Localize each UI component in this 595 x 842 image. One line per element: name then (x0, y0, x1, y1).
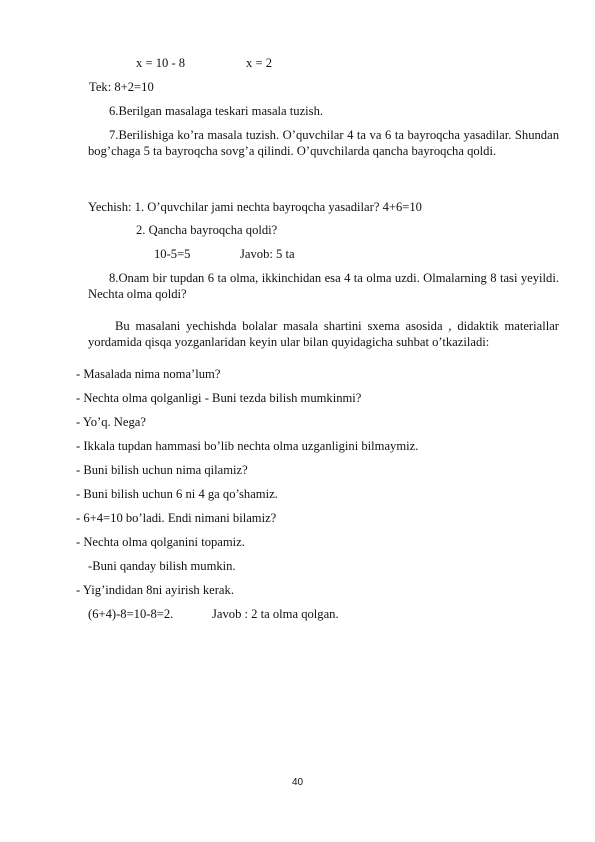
dialogue-line: - Buni bilish uchun 6 ni 4 ga qo’shamiz. (76, 487, 278, 501)
dialogue-line: - Masalada nima noma’lum? (76, 367, 221, 381)
item-6: 6.Berilgan masalaga teskari masala tuzish. (109, 104, 324, 118)
dialogue-line: - Yo’q. Nega? (76, 415, 146, 429)
dialogue-line: - Buni bilish uchun nima qilamiz? (76, 463, 248, 477)
final-answer: Javob : 2 ta olma qolgan. (212, 607, 339, 621)
dialogue-line: - Ikkala tupdan hammasi bo’lib nechta olma uzganligini bilmaymiz. (76, 439, 419, 453)
intro-paragraph: Bu masalani yechishda bolalar masala shartini sxema asosida , didaktik materiallar yordamida qisqa yozganlaridan keyin ular bilan quyidagicha suhbat o’tkaziladi: (88, 319, 559, 349)
equation-line-1: x = 10 - 8 (136, 56, 186, 70)
item-7-paragraph: 7.Berilishiga ko’ra masala tuzish. O’quvchilar 4 ta va 6 ta bayroqcha yasadilar. Shundan bog’chaga 5 ta bayroqcha sovg’a qilindi. O’quvchilarda qancha bayroqcha qoldi. (88, 128, 559, 158)
dialogue-line: - Nechta olma qolganligi - Buni tezda bilish mumkinmi? (76, 391, 362, 405)
item-8-paragraph: 8.Onam bir tupdan 6 ta olma, ikkinchidan esa 4 ta olma uzdi. Olmalarning 8 tasi yeyildi. Nechta olma qoldi? (88, 271, 559, 301)
solution-answer: Javob: 5 ta (240, 247, 295, 261)
solution-question-1: Yechish: 1. O’quvchilar jami nechta bayroqcha yasadilar? 4+6=10 (88, 200, 422, 214)
equation-result: x = 2 (246, 56, 272, 70)
final-calculation: (6+4)-8=10-8=2. (88, 607, 174, 621)
dialogue-line: - 6+4=10 bo’ladi. Endi nimani bilamiz? (76, 511, 277, 525)
solution-question-2: 2. Qancha bayroqcha qoldi? (136, 223, 278, 237)
check-line: Tek: 8+2=10 (89, 80, 154, 94)
dialogue-line: - Nechta olma qolganini topamiz. (76, 535, 245, 549)
dialogue-line: -Buni qanday bilish mumkin. (88, 559, 236, 573)
dialogue-line: - Yig’indidan 8ni ayirish kerak. (76, 583, 234, 597)
page-number: 40 (291, 777, 304, 788)
solution-calculation: 10-5=5 (154, 247, 191, 261)
